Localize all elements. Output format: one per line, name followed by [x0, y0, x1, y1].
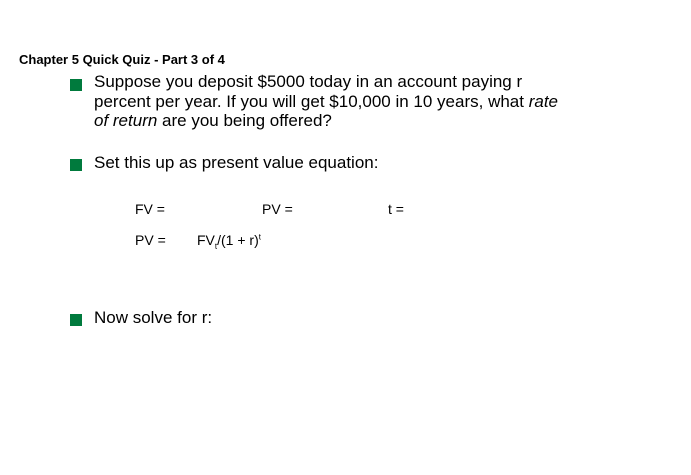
solve-instruction: Now solve for r:	[94, 308, 213, 327]
square-bullet-icon	[70, 158, 82, 170]
question-line-3: of return are you being offered?	[94, 111, 332, 130]
pv-formula: $FV_t/(1 + r)^t$	[197, 232, 261, 251]
pv-equation-label: PV =	[135, 232, 166, 248]
slide-title: Chapter 5 Quick Quiz - Part 3 of 4	[19, 52, 225, 67]
question-line-1: Suppose you deposit $5000 today in an account paying r	[94, 72, 523, 91]
square-bullet-icon	[70, 313, 82, 325]
pv-label: PV =	[262, 201, 293, 217]
question-text	[94, 72, 654, 131]
square-bullet-icon	[70, 78, 82, 90]
setup-instruction: Set this up as present value equation:	[94, 153, 379, 172]
fv-label: FV =	[135, 201, 165, 217]
t-label: t =	[388, 201, 404, 217]
question-line-2: percent per year. If you will get $10,000 in 10 years, what rate	[94, 91, 558, 111]
